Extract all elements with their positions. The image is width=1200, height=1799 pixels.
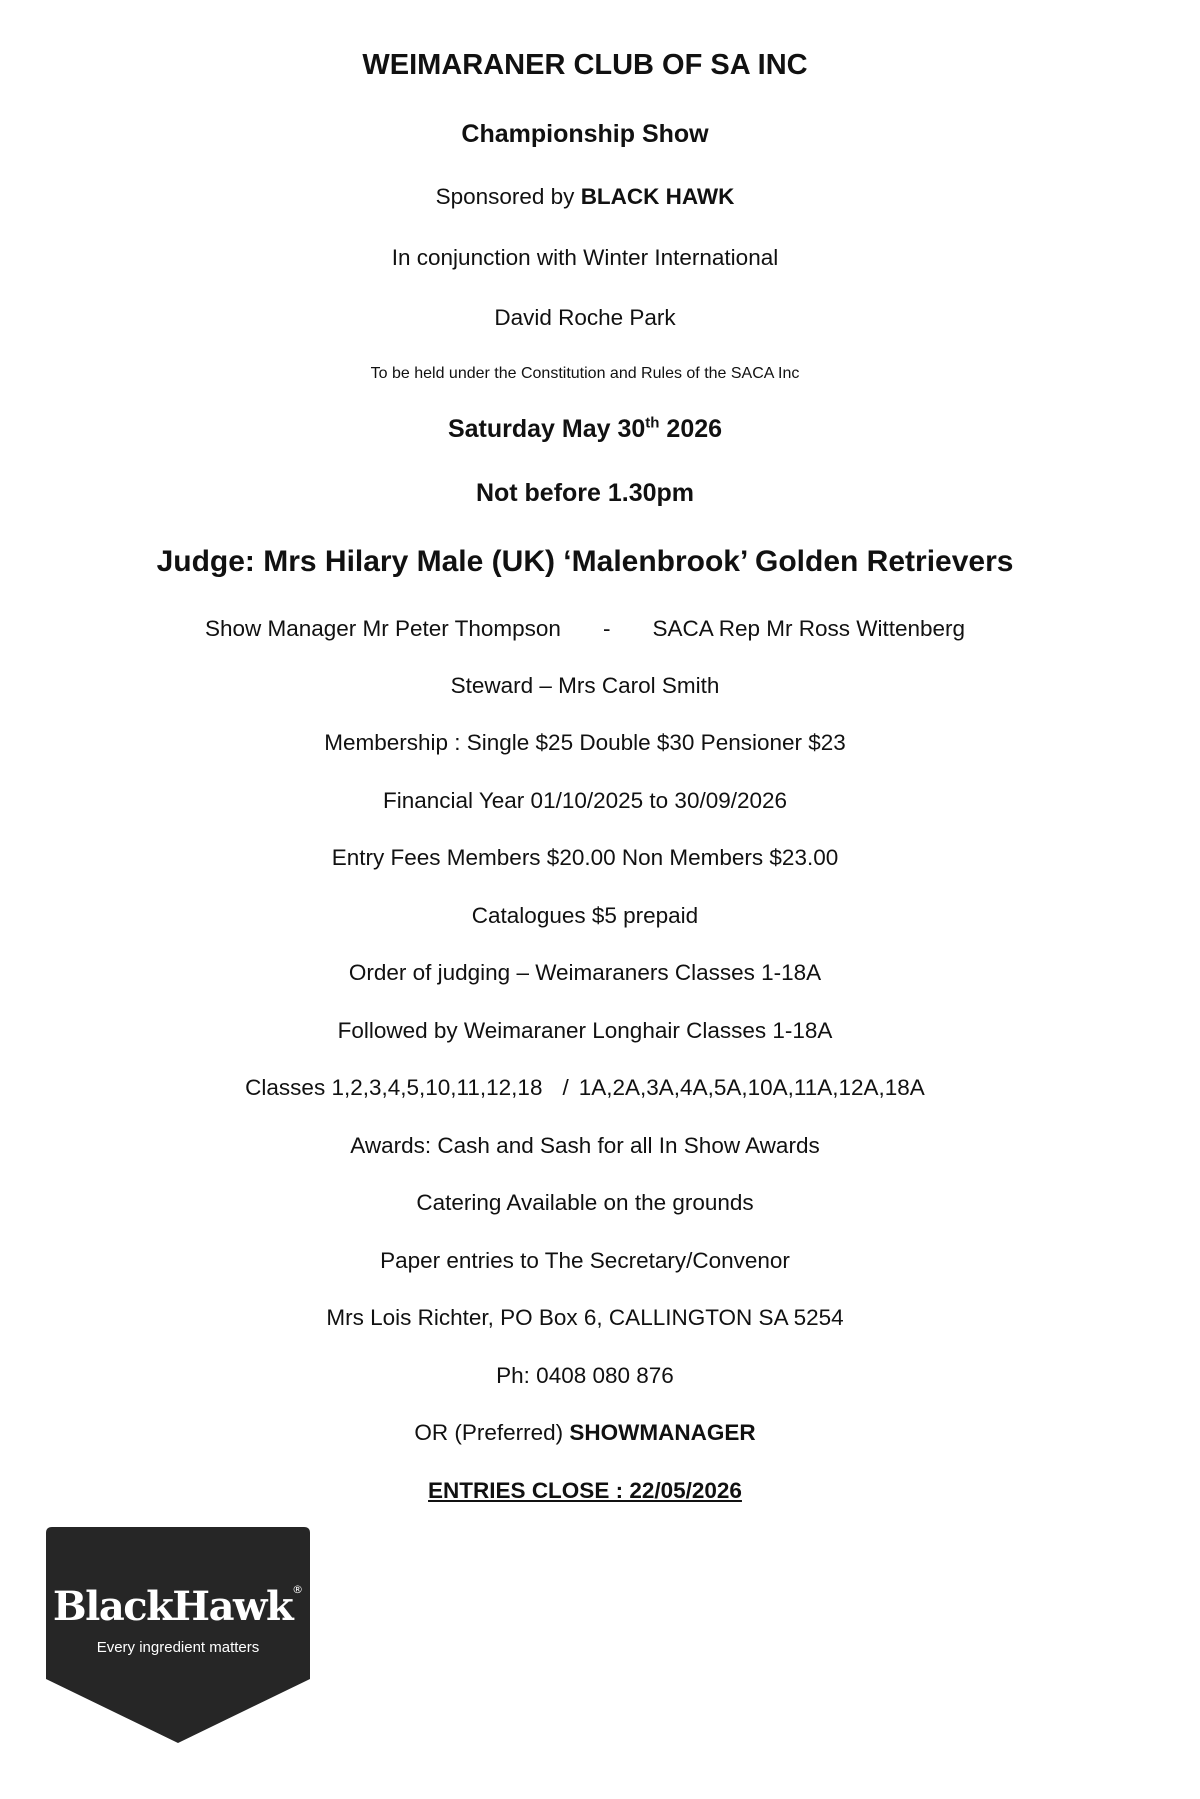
show-type: Championship Show xyxy=(461,120,709,148)
officials-line xyxy=(0,615,1170,642)
awards: Awards: Cash and Sash for all In Show Awards xyxy=(350,1133,820,1158)
sponsor-prefix: Sponsored by xyxy=(435,184,581,209)
classes-standard: Classes 1,2,3,4,5,10,11,12,18 xyxy=(245,1075,543,1100)
club-name: WEIMARANER CLUB OF SA INC xyxy=(362,49,808,81)
judge-line: Judge: Mrs Hilary Male (UK) ‘Malenbrook’ Golden Retrievers xyxy=(156,545,1014,578)
paper-entries: Paper entries to The Secretary/Convenor xyxy=(380,1248,790,1273)
phone: Ph: 0408 080 876 xyxy=(496,1363,674,1388)
entries-close: ENTRIES CLOSE : 22/05/2026 xyxy=(428,1478,742,1503)
order-of-judging: Order of judging – Weimaraners Classes 1-18A xyxy=(348,960,822,985)
sponsor-line xyxy=(0,183,1170,210)
date-superscript: th xyxy=(645,414,660,432)
rules-line: To be held under the Constitution and Rules of the SACA Inc xyxy=(370,365,800,382)
date-suffix: 2026 xyxy=(659,415,723,443)
steward: Steward – Mrs Carol Smith xyxy=(450,673,720,698)
financial-year: Financial Year 01/10/2025 to 30/09/2026 xyxy=(382,788,788,813)
catering: Catering Available on the grounds xyxy=(416,1190,754,1215)
catalogues: Catalogues $5 prepaid xyxy=(471,903,699,928)
show-manager: Show Manager Mr Peter Thompson xyxy=(204,616,561,641)
followed-by: Followed by Weimaraner Longhair Classes 1-18A xyxy=(337,1018,833,1043)
entry-fees: Entry Fees Members $20.00 Non Members $23.00 xyxy=(331,845,839,870)
logo-badge-shape xyxy=(46,1527,310,1743)
date-prefix: Saturday May 30 xyxy=(447,415,646,443)
show-date xyxy=(0,414,1170,444)
classes-line xyxy=(0,1074,1170,1101)
membership: Membership : Single $25 Double $30 Pensioner $23 xyxy=(324,730,846,755)
sponsor-name: BLACK HAWK xyxy=(580,184,735,209)
logo-tagline: Every ingredient matters xyxy=(96,1639,260,1656)
logo-brand: BlackHawk® xyxy=(52,1583,304,1630)
saca-rep: SACA Rep Mr Ross Wittenberg xyxy=(652,616,966,641)
officials-separator: - xyxy=(602,616,611,641)
classes-longhair: 1A,2A,3A,4A,5A,10A,11A,12A,18A xyxy=(578,1075,925,1100)
online-entries xyxy=(0,1419,1170,1446)
blackhawk-logo xyxy=(46,1527,310,1743)
venue: David Roche Park xyxy=(494,305,676,330)
secretary-address: Mrs Lois Richter, PO Box 6, CALLINGTON SA 5254 xyxy=(326,1305,844,1330)
online-prefix: OR (Preferred) xyxy=(414,1420,570,1445)
conjunction-line: In conjunction with Winter International xyxy=(391,245,779,270)
show-time: Not before 1.30pm xyxy=(475,479,695,507)
classes-separator: / xyxy=(562,1075,569,1100)
online-name: SHOWMANAGER xyxy=(569,1420,756,1445)
